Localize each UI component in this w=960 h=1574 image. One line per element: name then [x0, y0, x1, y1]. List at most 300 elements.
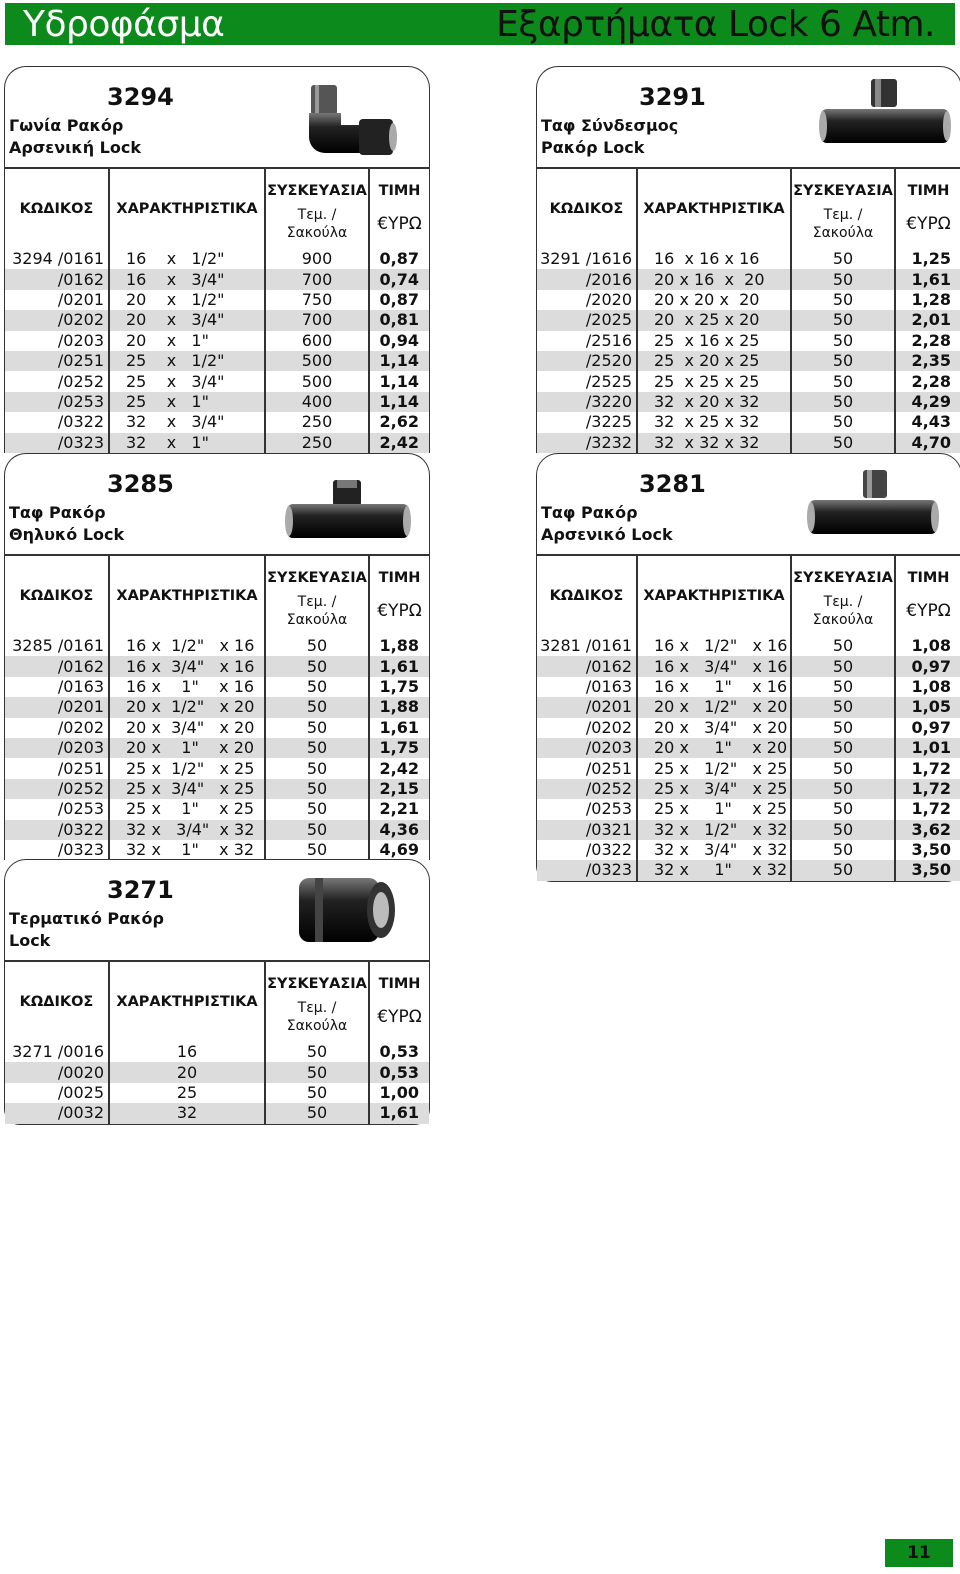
unit-price: 2,42 — [369, 433, 429, 453]
pack-quantity: 50 — [265, 1103, 369, 1123]
pack-quantity: 50 — [791, 290, 895, 310]
pack-quantity: 700 — [265, 269, 369, 289]
pack-quantity: 50 — [265, 677, 369, 697]
product-spec: 16 x 1" x 16 — [637, 677, 791, 697]
table-row — [5, 718, 429, 738]
product-spec: 25 x 1" x 25 — [109, 799, 265, 819]
female-tee-image — [283, 476, 413, 555]
pack-quantity: 50 — [791, 636, 895, 656]
product-number: 3285 — [107, 470, 174, 498]
product-spec: 32 x 1" x 32 — [637, 860, 791, 880]
table-row — [537, 331, 960, 351]
price-table — [5, 556, 429, 860]
product-code: /2025 — [537, 310, 637, 330]
unit-price: 1,08 — [911, 676, 951, 696]
product-spec: 25 — [109, 1083, 265, 1103]
pack-quantity: 50 — [791, 718, 895, 738]
table-row — [5, 799, 429, 819]
product-spec: 20 x 3/4" x 20 — [637, 718, 791, 738]
pack-quantity: 50 — [265, 718, 369, 738]
product-number: 3291 — [639, 83, 706, 111]
table-row — [537, 738, 960, 758]
pack-quantity: 50 — [265, 697, 369, 717]
table-row — [537, 799, 960, 819]
product-spec: 32 x 3/4" x 32 — [637, 840, 791, 860]
product-spec: 16 x 16 x 16 — [637, 249, 791, 269]
product-code: /0163 — [537, 677, 637, 697]
product-code: /3232 — [537, 433, 637, 453]
elbow-fitting-image — [301, 83, 401, 162]
unit-price: 2,42 — [379, 758, 419, 778]
unit-price: 4,29 — [895, 392, 960, 412]
product-title-line1: Τερματικό Ρακόρ — [9, 909, 164, 928]
product-code: /0203 — [537, 738, 637, 758]
pack-quantity: 700 — [265, 310, 369, 330]
product-spec: 20 x 1" — [109, 331, 265, 351]
product-panel-3291 — [536, 66, 960, 453]
brand-title: Υδροφάσμα — [23, 4, 225, 45]
product-spec: 25 x 16 x 25 — [637, 331, 791, 351]
catalog-title: Εξαρτήματα Lock 6 Atm. — [496, 4, 935, 45]
product-code: /3220 — [537, 392, 637, 412]
pack-quantity: 50 — [265, 758, 369, 778]
table-row — [537, 371, 960, 391]
product-spec: 16 x 1" x 16 — [109, 677, 265, 697]
product-code: /0201 — [5, 697, 109, 717]
pack-quantity: 50 — [791, 677, 895, 697]
pack-unit-label: Τεμ. / Σακούλα — [812, 594, 874, 628]
table-row — [5, 1062, 429, 1082]
table-row — [5, 840, 429, 860]
unit-price: 4,70 — [895, 433, 960, 453]
price-table — [537, 169, 960, 453]
product-code: /0253 — [537, 799, 637, 819]
unit-price: 0,97 — [911, 717, 951, 737]
product-title-line1: Ταφ Σύνδεσμος — [541, 116, 679, 135]
product-spec: 32 x 1" x 32 — [109, 840, 265, 860]
panel-header — [537, 67, 960, 169]
product-spec: 25 x 20 x 25 — [637, 351, 791, 371]
table-row — [5, 758, 429, 778]
product-code: /0162 — [5, 269, 109, 289]
table-row — [5, 290, 429, 310]
product-code: /2516 — [537, 331, 637, 351]
page-number: 11 — [885, 1539, 953, 1567]
unit-price: 2,35 — [895, 351, 960, 371]
product-panel-3285 — [4, 453, 430, 860]
product-code: /0025 — [5, 1083, 109, 1103]
price-header: ΤΙΜΗ — [378, 570, 421, 586]
product-code: /0252 — [5, 371, 109, 391]
pack-header: ΣΥΣΚΕΥΑΣΙΑ — [265, 169, 369, 199]
pack-quantity: 50 — [265, 779, 369, 799]
product-code: /0203 — [5, 331, 109, 351]
product-code: /0323 — [5, 433, 109, 453]
currency-label: €ΥΡΩ — [906, 214, 951, 234]
product-title-line2: Αρσενικό Lock — [541, 525, 673, 544]
table-row — [537, 860, 960, 880]
product-spec: 20 x 20 x 20 — [637, 290, 791, 310]
product-code: /0252 — [5, 779, 109, 799]
product-code: /0323 — [5, 840, 109, 860]
pack-quantity: 500 — [265, 351, 369, 371]
product-spec: 25 x 1/2" x 25 — [109, 758, 265, 778]
unit-price: 2,21 — [379, 799, 419, 819]
unit-price: 1,72 — [911, 799, 951, 819]
unit-price: 4,43 — [911, 412, 951, 432]
product-spec: 25 x 25 x 25 — [637, 371, 791, 391]
product-code: 3281 /0161 — [537, 636, 637, 656]
table-row — [5, 331, 429, 351]
product-code: /0322 — [5, 820, 109, 840]
unit-price: 2,62 — [379, 412, 419, 432]
pack-quantity: 50 — [791, 697, 895, 717]
pack-quantity: 50 — [791, 269, 895, 289]
pack-quantity: 900 — [265, 249, 369, 269]
table-row — [537, 290, 960, 310]
unit-price: 0,87 — [379, 289, 419, 309]
product-title-line2: Ρακόρ Lock — [541, 138, 645, 157]
table-row — [5, 1103, 429, 1123]
product-spec: 20 x 1" x 20 — [109, 738, 265, 758]
pack-quantity: 50 — [265, 1083, 369, 1103]
product-spec: 20 x 3/4" x 20 — [109, 718, 265, 738]
product-code: 3291 /1616 — [537, 249, 637, 269]
unit-price: 1,61 — [369, 656, 429, 676]
unit-price: 2,28 — [911, 330, 951, 350]
product-code: /0322 — [537, 840, 637, 860]
product-spec: 32 x 20 x 32 — [637, 392, 791, 412]
pack-quantity: 50 — [791, 758, 895, 778]
table-row — [537, 392, 960, 412]
end-cap-image — [295, 870, 405, 954]
pack-quantity: 600 — [265, 331, 369, 351]
table-row — [5, 779, 429, 799]
pack-unit-label: Τεμ. / Σακούλα — [286, 207, 348, 241]
product-code: 3271 /0016 — [5, 1042, 109, 1062]
pack-quantity: 50 — [791, 840, 895, 860]
price-table — [5, 169, 429, 453]
product-code: /0020 — [5, 1062, 109, 1082]
code-header: ΚΩΔΙΚΟΣ — [5, 962, 109, 1042]
unit-price: 1,72 — [911, 758, 951, 778]
product-number: 3294 — [107, 83, 174, 111]
table-row — [537, 433, 960, 453]
unit-price: 1,75 — [379, 676, 419, 696]
product-title — [541, 502, 673, 546]
product-title-line2: Αρσενική Lock — [9, 138, 141, 157]
price-header: ΤΙΜΗ — [907, 183, 950, 199]
table-row — [5, 351, 429, 371]
pack-header: ΣΥΣΚΕΥΑΣΙΑ — [265, 962, 369, 992]
product-spec: 32 — [109, 1103, 265, 1123]
table-row — [537, 351, 960, 371]
unit-price: 1,75 — [369, 738, 429, 758]
table-row — [5, 310, 429, 330]
unit-price: 0,74 — [369, 269, 429, 289]
table-row — [537, 249, 960, 269]
header-banner — [5, 3, 955, 45]
product-title-line1: Ταφ Ρακόρ — [9, 503, 106, 522]
table-row — [5, 636, 429, 656]
product-title-line2: Lock — [9, 931, 51, 950]
unit-price: 2,01 — [895, 310, 960, 330]
price-header: ΤΙΜΗ — [907, 570, 950, 586]
product-code: /0202 — [5, 718, 109, 738]
product-spec: 25 x 3/4" x 25 — [637, 779, 791, 799]
product-title — [9, 502, 124, 546]
table-row — [5, 269, 429, 289]
product-number: 3271 — [107, 876, 174, 904]
product-code: /0162 — [5, 656, 109, 676]
product-code: /0202 — [5, 310, 109, 330]
price-header: ΤΙΜΗ — [378, 976, 421, 992]
panel-header — [537, 454, 960, 556]
product-spec: 20 x 1" x 20 — [637, 738, 791, 758]
table-row — [537, 310, 960, 330]
unit-price: 0,53 — [379, 1042, 419, 1062]
table-row — [537, 779, 960, 799]
panel-header — [5, 67, 429, 169]
pack-quantity: 50 — [791, 371, 895, 391]
pack-quantity: 50 — [791, 779, 895, 799]
unit-price: 1,08 — [911, 636, 951, 656]
product-spec: 32 x 3/4" — [109, 412, 265, 432]
unit-price: 1,61 — [895, 269, 960, 289]
product-title-line1: Γωνία Ρακόρ — [9, 116, 124, 135]
pack-quantity: 50 — [791, 738, 895, 758]
product-spec: 32 x 1" — [109, 433, 265, 453]
product-spec: 32 x 1/2" x 32 — [637, 820, 791, 840]
table-row — [5, 656, 429, 676]
unit-price: 1,88 — [369, 697, 429, 717]
spec-header: ΧΑΡΑΚΤΗΡΙΣΤΙΚΑ — [637, 169, 791, 249]
product-code: /0323 — [537, 860, 637, 880]
product-code: /0321 — [537, 820, 637, 840]
table-row — [5, 392, 429, 412]
table-row — [5, 1042, 429, 1062]
unit-price: 1,14 — [369, 392, 429, 412]
product-title — [541, 115, 678, 159]
product-spec: 20 x 25 x 20 — [637, 310, 791, 330]
pack-unit-label: Τεμ. / Σακούλα — [812, 207, 874, 241]
product-code: /0253 — [5, 799, 109, 819]
product-spec: 20 x 1/2" x 20 — [637, 697, 791, 717]
product-code: /2525 — [537, 371, 637, 391]
product-spec: 20 x 1/2" x 20 — [109, 697, 265, 717]
unit-price: 1,28 — [911, 289, 951, 309]
product-spec: 32 x 25 x 32 — [637, 412, 791, 432]
panel-header — [5, 860, 429, 962]
currency-label: €ΥΡΩ — [377, 214, 422, 234]
pack-quantity: 50 — [791, 392, 895, 412]
unit-price: 4,36 — [369, 820, 429, 840]
pack-header: ΣΥΣΚΕΥΑΣΙΑ — [265, 556, 369, 586]
table-row — [5, 820, 429, 840]
product-code: /0252 — [537, 779, 637, 799]
pack-quantity: 400 — [265, 392, 369, 412]
pack-header: ΣΥΣΚΕΥΑΣΙΑ — [791, 169, 895, 199]
panel-header — [5, 454, 429, 556]
pack-quantity: 250 — [265, 412, 369, 432]
unit-price: 0,97 — [895, 656, 960, 676]
product-spec: 16 x 3/4" x 16 — [637, 656, 791, 676]
unit-price: 1,72 — [895, 779, 960, 799]
spec-header: ΧΑΡΑΚΤΗΡΙΣΤΙΚΑ — [637, 556, 791, 636]
product-code: /0201 — [5, 290, 109, 310]
unit-price: 1,61 — [379, 717, 419, 737]
pack-quantity: 50 — [791, 799, 895, 819]
table-row — [5, 371, 429, 391]
pack-unit-label: Τεμ. / Σακούλα — [286, 1000, 348, 1034]
price-table — [537, 556, 960, 881]
product-spec: 16 — [109, 1042, 265, 1062]
product-code: /0251 — [5, 758, 109, 778]
unit-price: 3,50 — [895, 860, 960, 880]
table-row — [5, 249, 429, 269]
unit-price: 3,50 — [911, 840, 951, 860]
product-spec: 25 x 1/2" — [109, 351, 265, 371]
table-row — [5, 1083, 429, 1103]
unit-price: 1,14 — [369, 351, 429, 371]
pack-quantity: 50 — [791, 351, 895, 371]
pack-quantity: 750 — [265, 290, 369, 310]
table-row — [537, 820, 960, 840]
table-row — [537, 758, 960, 778]
product-code: /0251 — [5, 351, 109, 371]
unit-price: 1,00 — [379, 1082, 419, 1102]
product-code: /0203 — [5, 738, 109, 758]
product-spec: 32 x 3/4" x 32 — [109, 820, 265, 840]
product-code: /2016 — [537, 269, 637, 289]
currency-label: €ΥΡΩ — [377, 601, 422, 621]
tee-fitting-image — [815, 77, 955, 161]
pack-quantity: 50 — [265, 1062, 369, 1082]
spec-header: ΧΑΡΑΚΤΗΡΙΣΤΙΚΑ — [109, 169, 265, 249]
table-row — [537, 677, 960, 697]
pack-quantity: 50 — [791, 249, 895, 269]
product-code: /0322 — [5, 412, 109, 432]
unit-price: 1,01 — [895, 738, 960, 758]
product-title-line2: Θηλυκό Lock — [9, 525, 125, 544]
product-spec: 25 x 1/2" x 25 — [637, 758, 791, 778]
unit-price: 1,05 — [895, 697, 960, 717]
pack-quantity: 50 — [265, 636, 369, 656]
product-code: /0162 — [537, 656, 637, 676]
product-title — [9, 115, 141, 159]
unit-price: 1,61 — [369, 1103, 429, 1123]
table-row — [537, 840, 960, 860]
pack-quantity: 50 — [791, 433, 895, 453]
pack-quantity: 50 — [791, 860, 895, 880]
product-spec: 25 x 3/4" x 25 — [109, 779, 265, 799]
pack-quantity: 50 — [265, 656, 369, 676]
product-title — [9, 908, 164, 952]
product-code: /0253 — [5, 392, 109, 412]
product-spec: 16 x 3/4" — [109, 269, 265, 289]
product-spec: 25 x 1" — [109, 392, 265, 412]
product-spec: 20 x 16 x 20 — [637, 269, 791, 289]
product-panel-3271 — [4, 859, 430, 1125]
product-spec: 32 x 32 x 32 — [637, 433, 791, 453]
pack-quantity: 250 — [265, 433, 369, 453]
code-header: ΚΩΔΙΚΟΣ — [537, 169, 637, 249]
product-code: /0202 — [537, 718, 637, 738]
price-table — [5, 962, 429, 1124]
pack-quantity: 50 — [265, 799, 369, 819]
pack-quantity: 50 — [791, 820, 895, 840]
unit-price: 3,62 — [895, 820, 960, 840]
unit-price: 0,94 — [379, 330, 419, 350]
product-code: /0201 — [537, 697, 637, 717]
table-row — [537, 636, 960, 656]
pack-quantity: 50 — [265, 820, 369, 840]
spec-header: ΧΑΡΑΚΤΗΡΙΣΤΙΚΑ — [109, 962, 265, 1042]
pack-quantity: 50 — [791, 331, 895, 351]
product-spec: 16 x 1/2" x 16 — [109, 636, 265, 656]
spec-header: ΧΑΡΑΚΤΗΡΙΣΤΙΚΑ — [109, 556, 265, 636]
product-code: /3225 — [537, 412, 637, 432]
unit-price: 0,53 — [369, 1062, 429, 1082]
product-number: 3281 — [639, 470, 706, 498]
table-row — [5, 677, 429, 697]
code-header: ΚΩΔΙΚΟΣ — [5, 556, 109, 636]
product-spec: 16 x 1/2" x 16 — [637, 636, 791, 656]
pack-quantity: 50 — [265, 738, 369, 758]
unit-price: 1,14 — [379, 371, 419, 391]
table-row — [5, 412, 429, 432]
pack-quantity: 50 — [791, 412, 895, 432]
unit-price: 1,25 — [911, 249, 951, 269]
product-code: /0032 — [5, 1103, 109, 1123]
code-header: ΚΩΔΙΚΟΣ — [5, 169, 109, 249]
product-code: /2020 — [537, 290, 637, 310]
currency-label: €ΥΡΩ — [906, 601, 951, 621]
table-row — [537, 656, 960, 676]
table-row — [5, 433, 429, 453]
unit-price: 1,88 — [379, 636, 419, 656]
male-tee-image — [803, 468, 943, 552]
table-row — [5, 738, 429, 758]
pack-quantity: 50 — [791, 656, 895, 676]
product-code: /0163 — [5, 677, 109, 697]
table-row — [5, 697, 429, 717]
product-code: 3285 /0161 — [5, 636, 109, 656]
product-spec: 16 x 1/2" — [109, 249, 265, 269]
table-row — [537, 697, 960, 717]
product-title-line1: Ταφ Ρακόρ — [541, 503, 638, 522]
product-spec: 16 x 3/4" x 16 — [109, 656, 265, 676]
product-code: /2520 — [537, 351, 637, 371]
unit-price: 0,81 — [369, 310, 429, 330]
product-spec: 25 x 3/4" — [109, 371, 265, 391]
currency-label: €ΥΡΩ — [377, 1007, 422, 1027]
price-header: ΤΙΜΗ — [378, 183, 421, 199]
unit-price: 4,69 — [379, 840, 419, 860]
product-spec: 20 — [109, 1062, 265, 1082]
pack-quantity: 500 — [265, 371, 369, 391]
table-row — [537, 412, 960, 432]
product-code: 3294 /0161 — [5, 249, 109, 269]
pack-quantity: 50 — [791, 310, 895, 330]
product-panel-3281 — [536, 453, 960, 882]
code-header: ΚΩΔΙΚΟΣ — [537, 556, 637, 636]
table-row — [537, 269, 960, 289]
product-panel-3294 — [4, 66, 430, 453]
product-code: /0251 — [537, 758, 637, 778]
product-spec: 20 x 3/4" — [109, 310, 265, 330]
product-spec: 20 x 1/2" — [109, 290, 265, 310]
